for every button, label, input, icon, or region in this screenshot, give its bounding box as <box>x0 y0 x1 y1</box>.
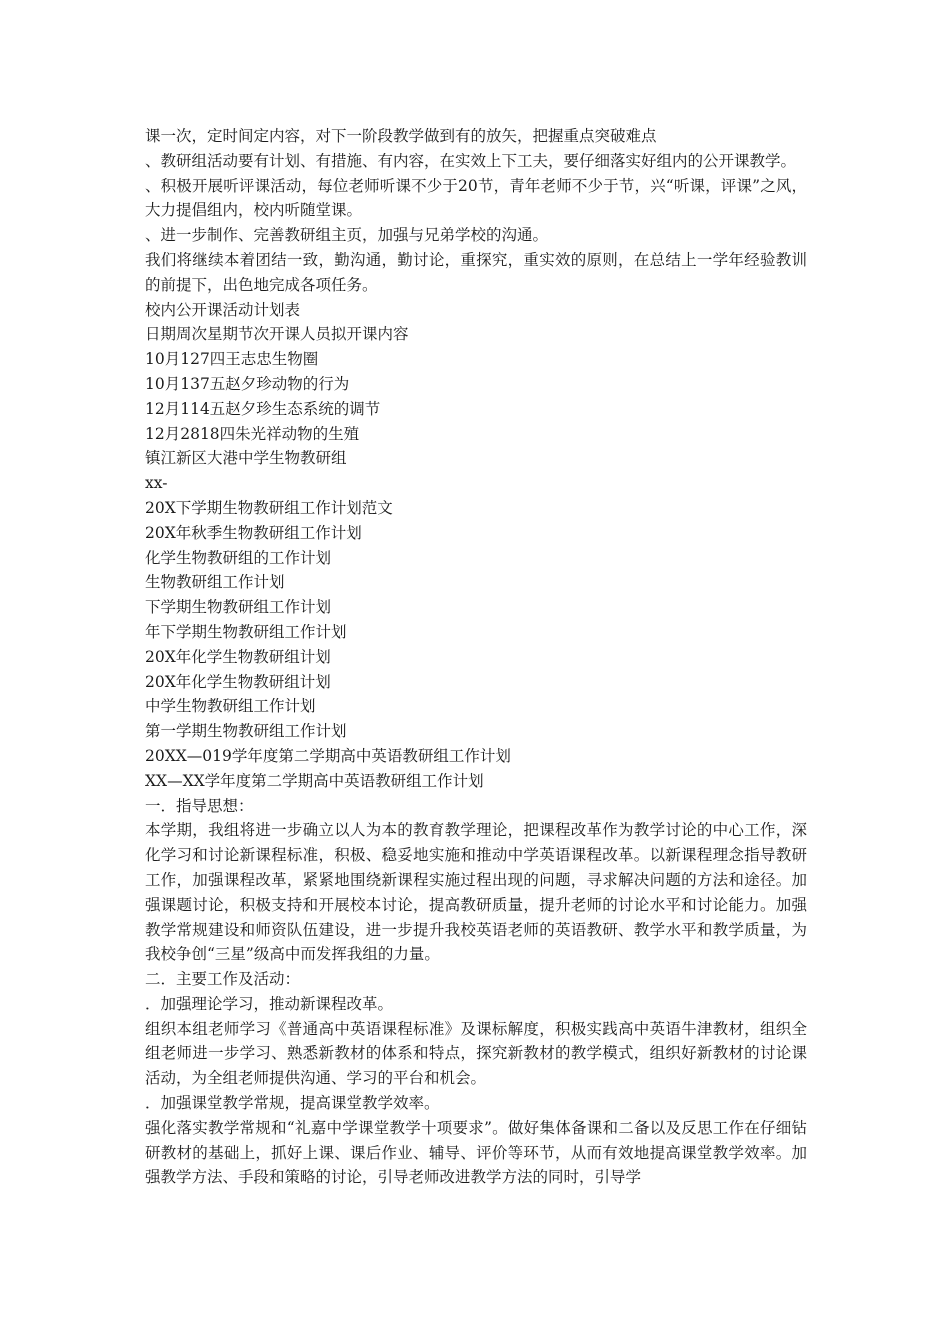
intro-paragraph-3: 、积极开展听评课活动，每位老师听课不少于20节，青年老师不少于节，兴“听课，评课”之风，大力提倡组内，校内听随堂课。 <box>145 176 807 220</box>
related-title: 20X下学期生物教研组工作计划范文 <box>145 498 393 517</box>
intro-paragraph-2: 、教研组活动要有计划、有措施、有内容，在实效上下工夫，要仔细落实好组内的公开课教学。 <box>145 151 797 170</box>
related-title: 20X年化学生物教研组计划 <box>145 647 331 666</box>
related-title: 化学生物教研组的工作计划 <box>145 548 332 567</box>
schedule-header: 日期周次星期节次开课人员拟开课内容 <box>145 325 409 344</box>
schedule-row: 12月114五赵夕珍生态系统的调节 <box>145 399 381 418</box>
item-2-heading: ．加强课堂教学常规，提高课堂教学效率。 <box>145 1094 440 1113</box>
section-1-body: 本学期，我组将进一步确立以人为本的教育教学理论，把课程改革作为教学讨论的中心工作，深化学习和讨论新课程标准，积极、稳妥地实施和推动中学英语课程改革。以新课程理念指导教研工作，加强课程改革，紧紧地围绕新课程实施过程出现的问题，寻求解决问题的方法和途径。加强课题讨论，积极支持和开展校本讨论，提高教研质量，提升老师的讨论水平和讨论能力。加强教学常规建设和师资队伍建设，进一步提升我校英语老师的英语教研、教学水平和教学质量，为我校争创“三星”级高中而发挥我组的力量。 <box>145 821 807 964</box>
item-2-body: 强化落实教学常规和“礼嘉中学课堂教学十项要求”。做好集体备课和二备以及反思工作在仔细钻研教材的基础上，抓好上课、课后作业、辅导、评价等环节，从而有效地提高课堂教学效率。加强教学方法、手段和策略的讨论，引导老师改进教学方法的同时，引导学 <box>145 1118 807 1187</box>
intro-paragraph-4: 、进一步制作、完善教研组主页，加强与兄弟学校的沟通。 <box>145 226 549 245</box>
schedule-row: 10月137五赵夕珍动物的行为 <box>145 374 350 393</box>
section-1-heading: 一．指导思想： <box>145 796 254 815</box>
item-1-body: 组织本组老师学习《普通高中英语课程标准》及课标解度，积极实践高中英语牛津教材，组织全组老师进一步学习、熟悉新教材的体系和特点，探究新教材的教学模式，组织好新教材的讨论课活动，为全组老师提供沟通、学习的平台和机会。 <box>145 1019 807 1088</box>
intro-paragraph-5: 我们将继续本着团结一致，勤沟通，勤讨论，重探究，重实效的原则，在总结上一学年经验教训的前提下，出色地完成各项任务。 <box>145 250 807 294</box>
schedule-row: 10月127四王志忠生物圈 <box>145 350 319 369</box>
schedule-title: 校内公开课活动计划表 <box>145 300 301 319</box>
related-title: 20X年秋季生物教研组工作计划 <box>145 523 362 542</box>
related-title: 生物教研组工作计划 <box>145 573 285 592</box>
related-title: 中学生物教研组工作计划 <box>145 697 316 716</box>
related-title: 20XX—019学年度第二学期高中英语教研组工作计划 <box>145 746 511 765</box>
item-1-heading: ．加强理论学习，推动新课程改革。 <box>145 994 394 1013</box>
related-title: 下学期生物教研组工作计划 <box>145 598 332 617</box>
schedule-row: 12月2818四朱光祥动物的生殖 <box>145 424 360 443</box>
section-2-heading: 二．主要工作及活动： <box>145 970 301 989</box>
document-page <box>145 124 807 1190</box>
related-title: 20X年化学生物教研组计划 <box>145 672 331 691</box>
related-title: 第一学期生物教研组工作计划 <box>145 722 347 741</box>
schedule-date: xx- <box>145 474 168 493</box>
plan-title: XX—XX学年度第二学期高中英语教研组工作计划 <box>145 771 484 790</box>
schedule-signature: 镇江新区大港中学生物教研组 <box>145 449 347 468</box>
related-title: 年下学期生物教研组工作计划 <box>145 622 347 641</box>
intro-paragraph-1: 课一次，定时间定内容，对下一阶段教学做到有的放矢，把握重点突破难点 <box>145 127 657 145</box>
